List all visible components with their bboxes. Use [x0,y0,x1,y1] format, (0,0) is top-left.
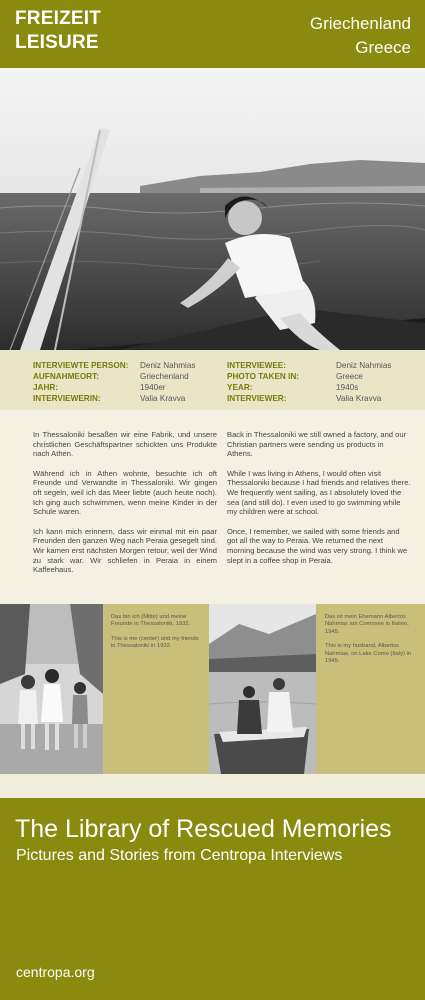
meta-values-de [140,360,196,404]
website-link[interactable]: centropa.org [16,964,95,980]
meta-labels-en [227,360,299,404]
meta-value: 1940s [336,383,359,392]
story-paragraph: In Thessaloniki besaßen wir eine Fabrik, und unsere christlichen Geschäftspartner schickten uns Produkte nach Athen. [33,430,217,459]
meta-value: 1940er [140,383,166,392]
meta-label: INTERVIEWTE PERSON: [33,361,129,370]
meta-label: INTERVIEWER: [227,394,287,403]
spacer-strip [0,774,425,798]
category-en: LEISURE [15,32,99,53]
meta-labels-de [33,360,128,404]
photo-strip [0,604,425,774]
interview-metadata [0,350,425,410]
country-en: Greece [355,38,411,57]
meta-value: Valia Kravva [336,394,382,403]
story-paragraph: Once, I remember, we sailed with some friends and got all the way to Peraia. We returned the next morning because the wind was very strong. I think we slept in a coffee shop in Peraia. [227,526,408,565]
meta-value: Griechenland [140,372,189,381]
meta-label: INTERVIEWERIN: [33,394,101,403]
children-photo [0,604,103,774]
caption-children [111,614,201,658]
library-subtitle: Pictures and Stories from Centropa Interviews [16,847,343,864]
meta-label: PHOTO TAKEN IN: [227,372,300,381]
story-paragraph: While I was living in Athens, I would often visit Thessaloniki because I had friends and relatives there. We frequently went sailing, as I absolutely loved the sea (and still do). I even used to go swimming while my children were at school. [227,468,411,517]
story-paragraph: Back in Thessaloniki we still owned a factory, and our Christian partners were sending us products in Athens. [227,430,407,459]
meta-label: JAHR: [33,383,59,392]
meta-value: Greece [336,372,363,381]
library-title: The Library of Rescued Memories [15,815,392,843]
country-title [310,12,411,60]
country-de: Griechenland [309,14,411,33]
meta-label: AUFNAHMEORT: [33,372,99,381]
lake-como-photo [209,604,316,774]
meta-values-en [336,360,392,404]
meta-label: INTERVIEWEE: [227,361,286,370]
caption-en: This is me (center) and my friends in Thessaloniki in 1932. [111,635,199,650]
story-paragraph: Während ich in Athen wohnte, besuchte ich oft Freunde und Verwandte in Thessaloniki. Wir gingen oft segeln, weil ich das Meer liebte (auch heute noch). Ich ging auch schwimmen, wenn meine Kinder in der Schule waren. [33,468,217,517]
caption-lake-como [325,614,415,672]
story-english [227,430,411,575]
caption-de: Das bin ich (Mitte) und meine Freunde in Thessaloniki, 1932. [111,614,191,628]
story-paragraph: Ich kann mich erinnern, dass wir einmal mit ein paar Freunden den ganzen Weg nach Peraia gesegelt sind. Wir kamen erst nächsten Morgen retour, weil der Wind zu stark war. Wir schliefen in Peraia in einem Kaffeehaus. [33,526,217,575]
header-bar [0,0,425,68]
category-de: FREIZEIT [15,8,102,29]
meta-value: Valia Kravva [140,394,186,403]
story-german [33,430,217,585]
meta-label: YEAR: [227,383,253,392]
story-section [0,410,425,604]
meta-value: Deniz Nahmias [140,361,196,370]
meta-value: Deniz Nahmias [336,361,392,370]
category-title [15,7,101,55]
caption-de: Das ist mein Ehemann Albertos Nahmias am Comosee in Italien, 1945. [325,614,409,635]
hero-photo [0,68,425,350]
footer [0,798,425,1000]
caption-en: This is my husband, Albertos Nahmias, on Lake Como (Italy) in 1945. [325,643,412,665]
